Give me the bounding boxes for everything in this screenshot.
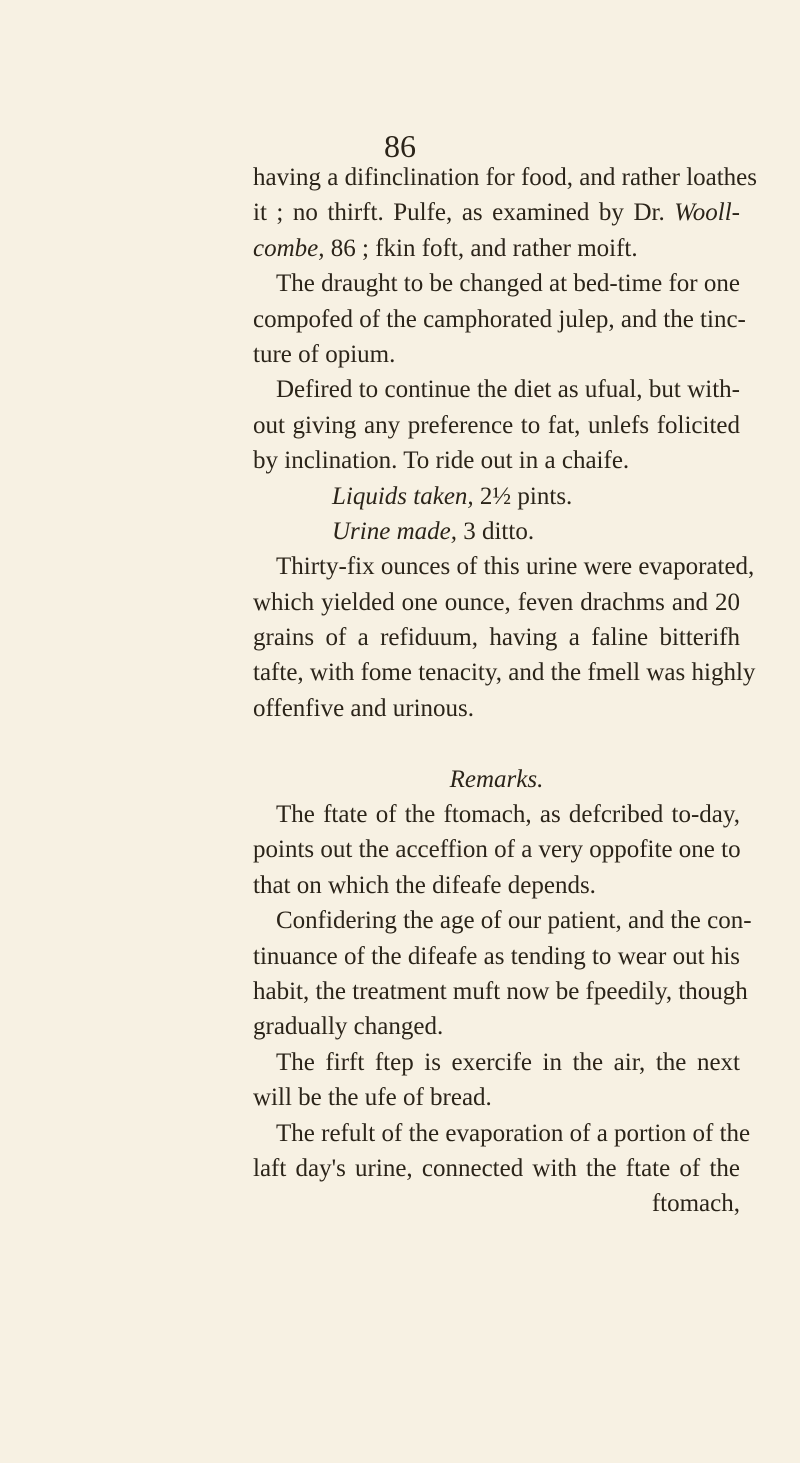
text-line: The draught to be changed at bed-time for one (276, 270, 740, 298)
text-line: The refult of the evaporation of a portion of the (276, 1119, 751, 1147)
text-line: will be the ufe of bread. (253, 1084, 492, 1112)
text-line: Confidering the age of our patient, and the con- (276, 907, 752, 935)
text-line: out giving any preference to fat, unlefs folicited (253, 411, 740, 439)
urine-row: Urine made, 3 ditto. (332, 517, 535, 545)
text-line: Defired to continue the diet as ufual, but with- (276, 376, 740, 404)
text-line: combe, 86 ; fkin foft, and rather moift. (253, 234, 638, 262)
catchword: ftomach, (651, 1190, 740, 1218)
text-line: ture of opium. (253, 340, 396, 368)
text-line: which yielded one ounce, feven drachms and 20 (253, 588, 740, 616)
text-line: Thirty-fix ounces of this urine were evaporated, (276, 553, 755, 581)
text-line: points out the acceffion of a very oppofite one to (253, 836, 741, 864)
text-line: habit, the treatment muft now be fpeedily, though (253, 977, 748, 1005)
text-line: tinuance of the difeafe as tending to wear out his (253, 942, 740, 970)
text-line: having a difinclination for food, and rather loathes (253, 164, 758, 191)
text-line: it ; no thirft. Pulfe, as examined by Dr. Wooll- (253, 199, 740, 227)
text-line: The ftate of the ftomach, as defcribed to-day, (276, 801, 740, 829)
text-line: offenfive and urinous. (253, 694, 475, 722)
text-line: grains of a refiduum, having a faline bitterifh (253, 624, 740, 652)
text-line: laft day's urine, connected with the ftate of the (253, 1154, 740, 1182)
text-line: tafte, with fome tenacity, and the fmell was highly (253, 659, 756, 687)
liquids-row: Liquids taken, 2½ pints. (332, 482, 573, 510)
text-line: compofed of the camphorated julep, and the tinc- (253, 305, 746, 333)
remarks-heading: Remarks. (449, 765, 544, 793)
page-number: 86 (384, 128, 416, 164)
text-line: The firft ftep is exercife in the air, the next (276, 1048, 740, 1076)
body-text (253, 160, 758, 1222)
text-line: that on which the difeafe depends. (253, 871, 596, 899)
text-line: by inclination. To ride out in a chaife. (253, 447, 630, 475)
text-line: gradually changed. (253, 1013, 444, 1041)
